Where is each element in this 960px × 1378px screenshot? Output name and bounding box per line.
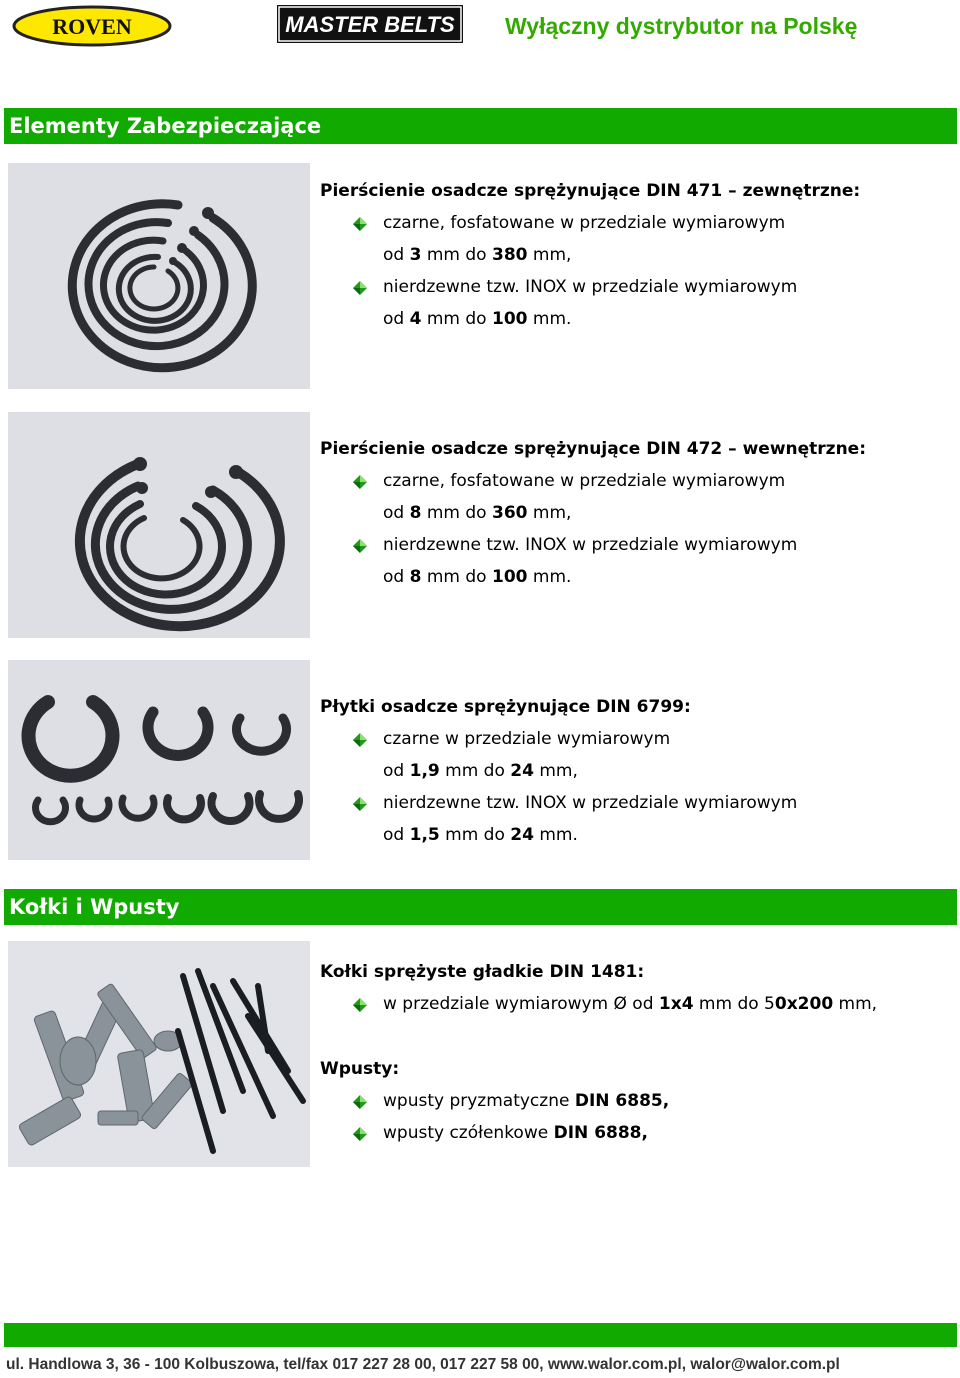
list-item: nierdzewne tzw. INOX w przedziale wymiarowym od 8 mm do 100 mm. xyxy=(320,529,866,593)
bullet-icon xyxy=(352,732,368,748)
footer-website-link[interactable]: www.walor.com.pl xyxy=(547,1356,682,1373)
bullet-icon xyxy=(352,538,368,554)
list-item: wpusty czółenkowe DIN 6888, xyxy=(320,1117,669,1149)
master-belts-logo-text: MASTER BELTS xyxy=(285,12,455,37)
bullet-icon xyxy=(352,474,368,490)
footer-contact: ul. Handlowa 3, 36 - 100 Kolbuszowa, tel/fax 017 227 28 00, 017 227 58 00, www.walor.com.pl, walor@walor.com.pl xyxy=(6,1356,840,1373)
bullet-icon xyxy=(352,216,368,232)
list-item: nierdzewne tzw. INOX w przedziale wymiarowym od 4 mm do 100 mm. xyxy=(320,271,860,335)
product-title: Wpusty: xyxy=(320,1059,400,1079)
list-item: czarne, fosfatowane w przedziale wymiarowym od 8 mm do 360 mm, xyxy=(320,465,866,529)
product-title: Pierścienie osadcze sprężynujące DIN 471 – zewnętrzne: xyxy=(320,181,861,201)
photo-din6799-clips xyxy=(8,660,310,860)
list-item: wpusty pryzmatyczne DIN 6885, xyxy=(320,1085,669,1117)
footer-email-link[interactable]: walor@walor.com.pl xyxy=(690,1356,840,1373)
section-bar-elementy: Elementy Zabezpieczające xyxy=(4,108,957,144)
product-title: Płytki osadcze sprężynujące DIN 6799: xyxy=(320,697,691,717)
product-din1481 xyxy=(320,956,877,1020)
photo-pins-keys xyxy=(8,941,310,1167)
bullet-icon xyxy=(352,1094,368,1110)
tagline: Wyłączny dystrybutor na Polskę xyxy=(505,13,858,39)
product-wpusty xyxy=(320,1053,669,1149)
roven-logo-text: ROVEN xyxy=(52,14,132,39)
bullet-icon xyxy=(352,1126,368,1142)
bullet-icon xyxy=(352,997,368,1013)
product-title: Kołki sprężyste gładkie DIN 1481: xyxy=(320,962,645,982)
bullet-icon xyxy=(352,796,368,812)
product-title: Pierścienie osadcze sprężynujące DIN 472 – wewnętrzne: xyxy=(320,439,867,459)
product-din472 xyxy=(320,433,866,593)
footer-bar xyxy=(4,1323,957,1347)
list-item: czarne w przedziale wymiarowym od 1,9 mm do 24 mm, xyxy=(320,723,797,787)
photo-din471-rings xyxy=(8,163,310,389)
photo-din472-rings xyxy=(8,412,310,638)
bullet-icon xyxy=(352,280,368,296)
list-item: w przedziale wymiarowym Ø od 1x4 mm do 50x200 mm, xyxy=(320,988,877,1020)
section-bar-kolki: Kołki i Wpusty xyxy=(4,889,957,925)
roven-logo xyxy=(12,5,172,47)
product-din6799 xyxy=(320,691,797,851)
master-belts-logo xyxy=(277,5,463,43)
footer-address: ul. Handlowa 3, 36 - 100 Kolbuszowa, tel/fax 017 227 28 00, 017 227 58 00, xyxy=(6,1356,548,1373)
product-din471 xyxy=(320,175,860,335)
list-item: czarne, fosfatowane w przedziale wymiarowym od 3 mm do 380 mm, xyxy=(320,207,860,271)
list-item: nierdzewne tzw. INOX w przedziale wymiarowym od 1,5 mm do 24 mm. xyxy=(320,787,797,851)
